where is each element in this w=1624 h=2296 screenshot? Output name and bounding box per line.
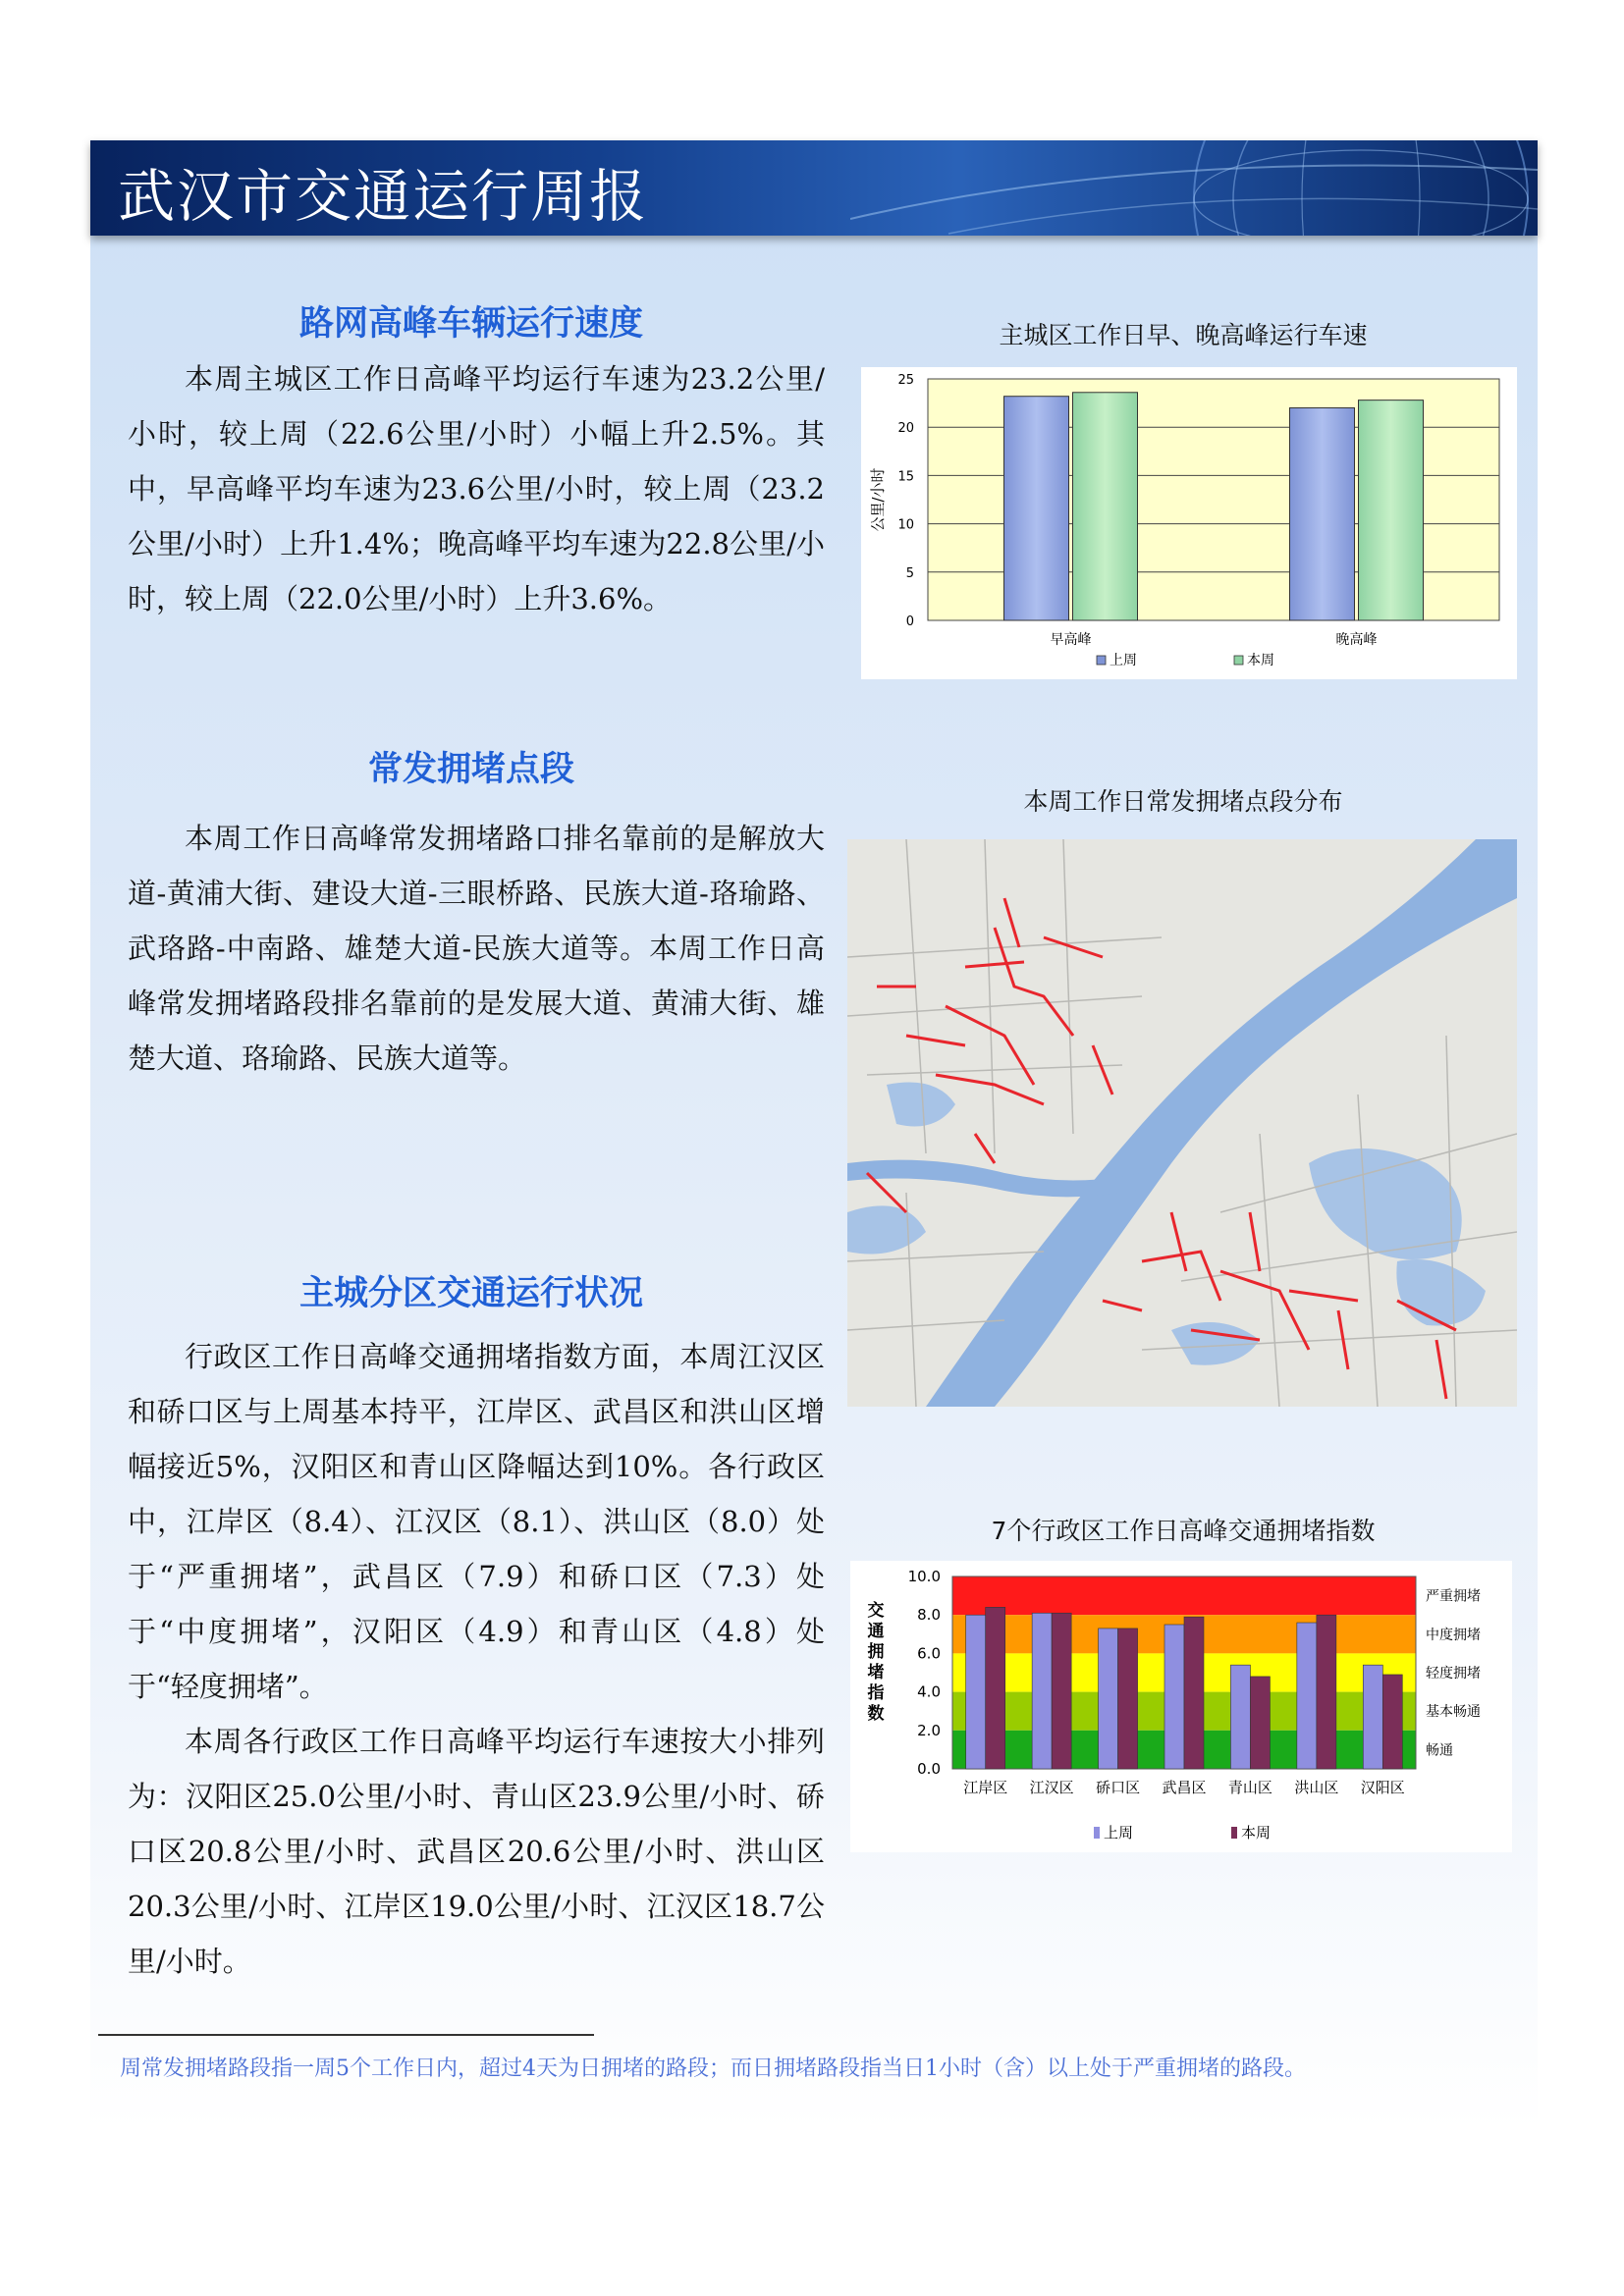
legend-label: 上周	[1110, 653, 1137, 668]
index-chart	[850, 1561, 1512, 1852]
section-title-district: 主城分区交通运行状况	[298, 1274, 643, 1313]
bar-本周	[1359, 400, 1424, 620]
y-tick-label: 0.0	[917, 1760, 941, 1778]
y-axis-label-char: 指	[867, 1683, 885, 1703]
congestion-map	[847, 839, 1517, 1407]
legend-label: 上周	[1104, 1824, 1134, 1842]
congestion-paragraph: 本周工作日高峰常发拥堵路口排名靠前的是解放大道-黄浦大街、建设大道-三眼桥路、民族大道-珞瑜路、武珞路-中南路、雄楚大道-民族大道等。本周工作日高峰常发拥堵路段排名靠前的是发展大道、黄浦大街、雄楚大道、珞瑜路、民族大道等。	[128, 822, 825, 1075]
bar-上周	[966, 1615, 986, 1769]
x-tick-label: 汉阳区	[1360, 1779, 1405, 1796]
header-banner	[90, 140, 1538, 236]
band-label: 畅通	[1426, 1742, 1453, 1759]
bar-上周	[1032, 1613, 1052, 1769]
y-axis-label-char: 数	[867, 1704, 885, 1724]
y-tick-label: 20	[897, 421, 914, 437]
band-label: 严重拥堵	[1426, 1588, 1481, 1605]
legend-swatch	[1231, 1827, 1237, 1839]
y-tick-label: 10	[897, 517, 914, 533]
bar-上周	[1290, 408, 1355, 620]
bar-本周	[1073, 393, 1138, 620]
speed-paragraph: 本周主城区工作日高峰平均运行车速为23.2公里/小时，较上周（22.6公里/小时）小幅上升2.5%。其中，早高峰平均车速为23.6公里/小时，较上周（23.2公里/小时）上升1.4%；晚高峰平均车速为22.8公里/小时，较上周（22.0公里/小时）上升3.6%。	[128, 362, 825, 615]
y-axis-label-char: 交	[867, 1601, 885, 1621]
bar-上周	[1004, 397, 1069, 620]
bar-上周	[1230, 1665, 1250, 1769]
legend-label: 本周	[1247, 653, 1274, 668]
band-label: 中度拥堵	[1426, 1627, 1481, 1643]
legend-label: 本周	[1241, 1824, 1272, 1842]
y-tick-label: 5	[905, 565, 914, 581]
bar-上周	[1099, 1629, 1118, 1769]
report-title: 武汉市交通运行周报	[118, 163, 649, 230]
band-label: 轻度拥堵	[1426, 1666, 1481, 1682]
legend-swatch	[1094, 1827, 1100, 1839]
legend-swatch	[1234, 656, 1243, 665]
x-tick-label: 武昌区	[1162, 1779, 1207, 1796]
y-tick-label: 6.0	[917, 1644, 941, 1663]
y-tick-label: 4.0	[917, 1682, 941, 1701]
y-axis-label-char: 拥	[867, 1642, 885, 1662]
y-axis-label: 公里/小时	[869, 467, 887, 532]
y-tick-label: 25	[897, 373, 914, 388]
x-tick-label: 晚高峰	[1335, 632, 1378, 648]
y-axis-label-char: 通	[867, 1622, 885, 1641]
district-paragraph: 行政区工作日高峰交通拥堵指数方面，本周江汉区和硚口区与上周基本持平，江岸区、武昌区和洪山区增幅接近5%，汉阳区和青山区降幅达到10%。各行政区中，江岸区（8.4）、江汉区（8.1）、洪山区（8.0）处于“严重拥堵”，武昌区（7.9）和硚口区（7.3）处于“中度拥堵”，汉阳区（4.9）和青山区（4.8）处于“轻度拥堵”。	[128, 1340, 825, 1703]
y-axis-label-char: 堵	[867, 1663, 885, 1682]
x-tick-label: 硚口区	[1096, 1779, 1141, 1796]
x-tick-label: 洪山区	[1294, 1779, 1339, 1796]
bar-本周	[986, 1607, 1005, 1769]
bar-本周	[1118, 1629, 1138, 1769]
bar-上周	[1297, 1623, 1317, 1769]
speed-chart-box	[861, 367, 1517, 679]
bar-本周	[1184, 1617, 1204, 1769]
y-tick-label: 0	[905, 614, 914, 629]
index-chart-caption: 7个行政区工作日高峰交通拥堵指数	[991, 1517, 1376, 1545]
section-title-congestion: 常发拥堵点段	[367, 750, 574, 789]
globe-decoration-icon	[850, 140, 1538, 236]
bar-本周	[1317, 1615, 1336, 1769]
y-tick-label: 10.0	[907, 1568, 941, 1585]
index-chart-box	[850, 1561, 1512, 1852]
band-严重拥堵	[952, 1576, 1416, 1615]
legend-swatch	[1097, 656, 1106, 665]
bar-本周	[1382, 1675, 1402, 1769]
x-tick-label: 江汉区	[1029, 1779, 1074, 1796]
y-tick-label: 8.0	[917, 1606, 941, 1625]
footnote: 周常发拥堵路段指一周5个工作日内，超过4天为日拥堵的路段；而日拥堵路段指当日1小时（含）以上处于严重拥堵的路段。	[120, 2056, 1306, 2081]
congestion-map-image	[847, 839, 1517, 1407]
bar-本周	[1250, 1677, 1270, 1769]
x-tick-label: 青山区	[1227, 1779, 1272, 1796]
bar-本周	[1052, 1613, 1071, 1769]
section-title-speed: 路网高峰车辆运行速度	[298, 304, 643, 344]
y-tick-label: 15	[897, 469, 914, 485]
speed-chart	[861, 367, 1517, 679]
district-speed-paragraph: 本周各行政区工作日高峰平均运行车速按大小排列为：汉阳区25.0公里/小时、青山区23.9公里/小时、硚口区20.8公里/小时、武昌区20.6公里/小时、洪山区20.3公里/小时、江岸区19.0公里/小时、江汉区18.7公里/小时。	[128, 1725, 825, 1978]
x-tick-label: 早高峰	[1050, 632, 1092, 648]
map-caption: 本周工作日常发拥堵点段分布	[1023, 787, 1343, 816]
x-tick-label: 江岸区	[963, 1779, 1008, 1796]
band-label: 基本畅通	[1426, 1704, 1481, 1721]
footnote-divider	[98, 2034, 594, 2036]
bar-上周	[1164, 1625, 1184, 1769]
speed-chart-caption: 主城区工作日早、晚高峰运行车速	[999, 321, 1368, 349]
bar-上周	[1363, 1665, 1382, 1769]
y-tick-label: 2.0	[917, 1721, 941, 1739]
